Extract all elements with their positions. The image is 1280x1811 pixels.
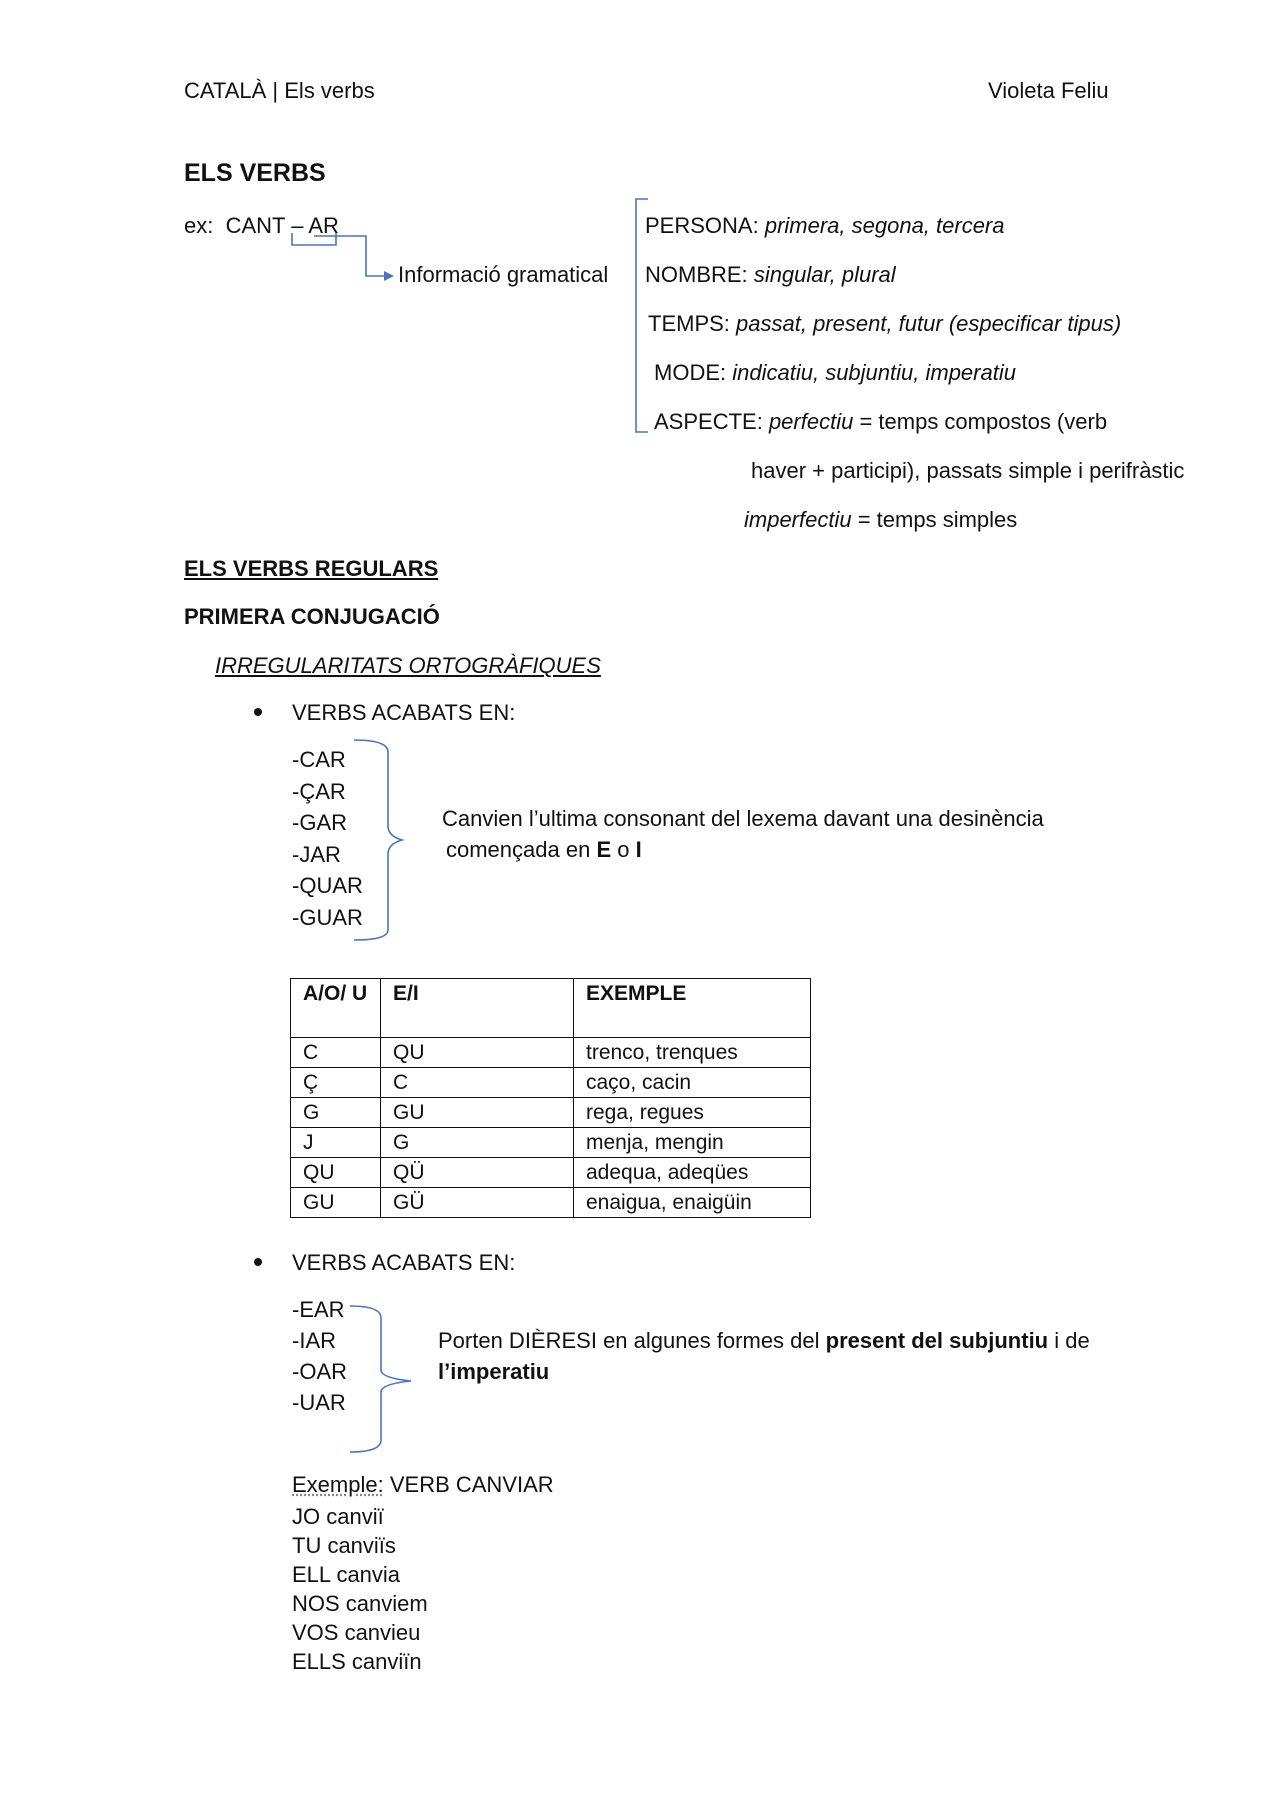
note-pre: començada en xyxy=(446,837,591,862)
note-e: E xyxy=(596,837,612,862)
aspecte-continuation: haver + participi), passats simple i perifràstic xyxy=(751,458,1185,483)
cell-ei: QU xyxy=(381,1038,574,1068)
header-author: Violeta Feliu xyxy=(988,78,1109,103)
nombre-label: NOMBRE: xyxy=(645,262,748,287)
conjugation-form: JO canviï xyxy=(292,1504,384,1529)
cell-exemple: rega, regues xyxy=(574,1098,811,1128)
note-o: o xyxy=(617,837,630,862)
example2-heading xyxy=(292,1472,554,1498)
cell-exemple: caço, cacin xyxy=(574,1068,811,1098)
mode-label: MODE: xyxy=(654,360,727,385)
cell-aou: Ç xyxy=(291,1068,381,1098)
page-title: ELS VERBS xyxy=(184,159,326,187)
section-regulars: ELS VERBS REGULARS xyxy=(184,556,439,581)
list2-note-post: i de xyxy=(1054,1328,1090,1353)
col-header-exemple: EXEMPLE xyxy=(574,979,811,1038)
conjugation-form: TU canviïs xyxy=(292,1533,396,1558)
list2-note-pre: Porten DIÈRESI en algunes formes del xyxy=(438,1328,820,1353)
list1-item: -ÇAR xyxy=(292,778,346,804)
mode-value: indicatiu, subjuntiu, imperatiu xyxy=(732,360,1016,385)
temps-value: passat, present, futur (especificar tipus) xyxy=(736,311,1122,336)
list2-note-bold: present del subjuntiu xyxy=(825,1328,1049,1353)
cell-ei: C xyxy=(381,1068,574,1098)
list2-item: -OAR xyxy=(292,1359,347,1384)
list2-note-line1 xyxy=(438,1328,1090,1354)
section-irregularitats: IRREGULARITATS ORTOGRÀFIQUES xyxy=(215,653,601,678)
cell-ei: G xyxy=(381,1128,574,1158)
list1-item: -CAR xyxy=(292,747,346,772)
cell-aou: G xyxy=(291,1098,381,1128)
header-left: CATALÀ | Els verbs xyxy=(184,78,375,103)
col-header-aou: A/O/ U xyxy=(291,979,381,1038)
example-stem: CANT xyxy=(225,213,286,238)
list2-item: -IAR xyxy=(292,1328,336,1353)
example-prefix: ex: xyxy=(184,213,214,238)
list1-item: -JAR xyxy=(292,841,341,867)
example2-label: Exemple: xyxy=(292,1472,384,1497)
example-label: Informació gramatical xyxy=(398,262,609,287)
imperfectiu-term: imperfectiu xyxy=(744,507,852,532)
conjugation-form: ELLS canviïn xyxy=(292,1649,422,1674)
cell-ei: QÜ xyxy=(381,1158,574,1188)
list1-item: -GAR xyxy=(292,810,347,835)
cell-aou: GU xyxy=(291,1188,381,1218)
cell-aou: C xyxy=(291,1038,381,1068)
cell-ei: GU xyxy=(381,1098,574,1128)
cell-aou: QU xyxy=(291,1158,381,1188)
persona-label: PERSONA: xyxy=(645,213,759,238)
cell-aou: J xyxy=(291,1128,381,1158)
section-primera-conjugacio: PRIMERA CONJUGACIÓ xyxy=(184,604,440,629)
cell-ei: GÜ xyxy=(381,1188,574,1218)
example-dash: – xyxy=(291,213,304,238)
col-header-ei: E/I xyxy=(381,979,574,1038)
cell-exemple: trenco, trenques xyxy=(574,1038,811,1068)
aspecte-label: ASPECTE: xyxy=(654,409,763,434)
list1-item: -QUAR xyxy=(292,873,363,898)
list1-heading: VERBS ACABATS EN: xyxy=(292,700,516,725)
list2-note-line2: l’imperatiu xyxy=(438,1359,550,1384)
persona-value: primera, segona, tercera xyxy=(764,213,1005,238)
list2-heading: VERBS ACABATS EN: xyxy=(292,1250,516,1275)
list1-note-line1: Canvien l’ultima consonant del lexema davant una desinència xyxy=(442,806,1044,831)
cell-exemple: menja, mengin xyxy=(574,1128,811,1158)
aspecte-rest: = temps compostos (verb xyxy=(859,409,1108,434)
example2-verb: VERB CANVIAR xyxy=(389,1472,554,1497)
example2-forms xyxy=(292,1502,428,1676)
cell-exemple: adequa, adeqües xyxy=(574,1158,811,1188)
list2-item: -EAR xyxy=(292,1297,345,1322)
note-i: I xyxy=(635,837,642,862)
nombre-value: singular, plural xyxy=(753,262,896,287)
example-ending: AR xyxy=(308,213,339,238)
conjugation-form: NOS canviem xyxy=(292,1591,428,1616)
conjugation-form: ELL canvia xyxy=(292,1562,401,1587)
imperfectiu-rest: = temps simples xyxy=(857,507,1018,532)
aspecte-value: perfectiu xyxy=(768,409,854,434)
list1-item: -GUAR xyxy=(292,904,363,930)
conjugation-form: VOS canvieu xyxy=(292,1620,421,1645)
cell-exemple: enaigua, enaigüin xyxy=(574,1188,811,1218)
temps-label: TEMPS: xyxy=(648,311,730,336)
list2-item: -UAR xyxy=(292,1390,346,1415)
